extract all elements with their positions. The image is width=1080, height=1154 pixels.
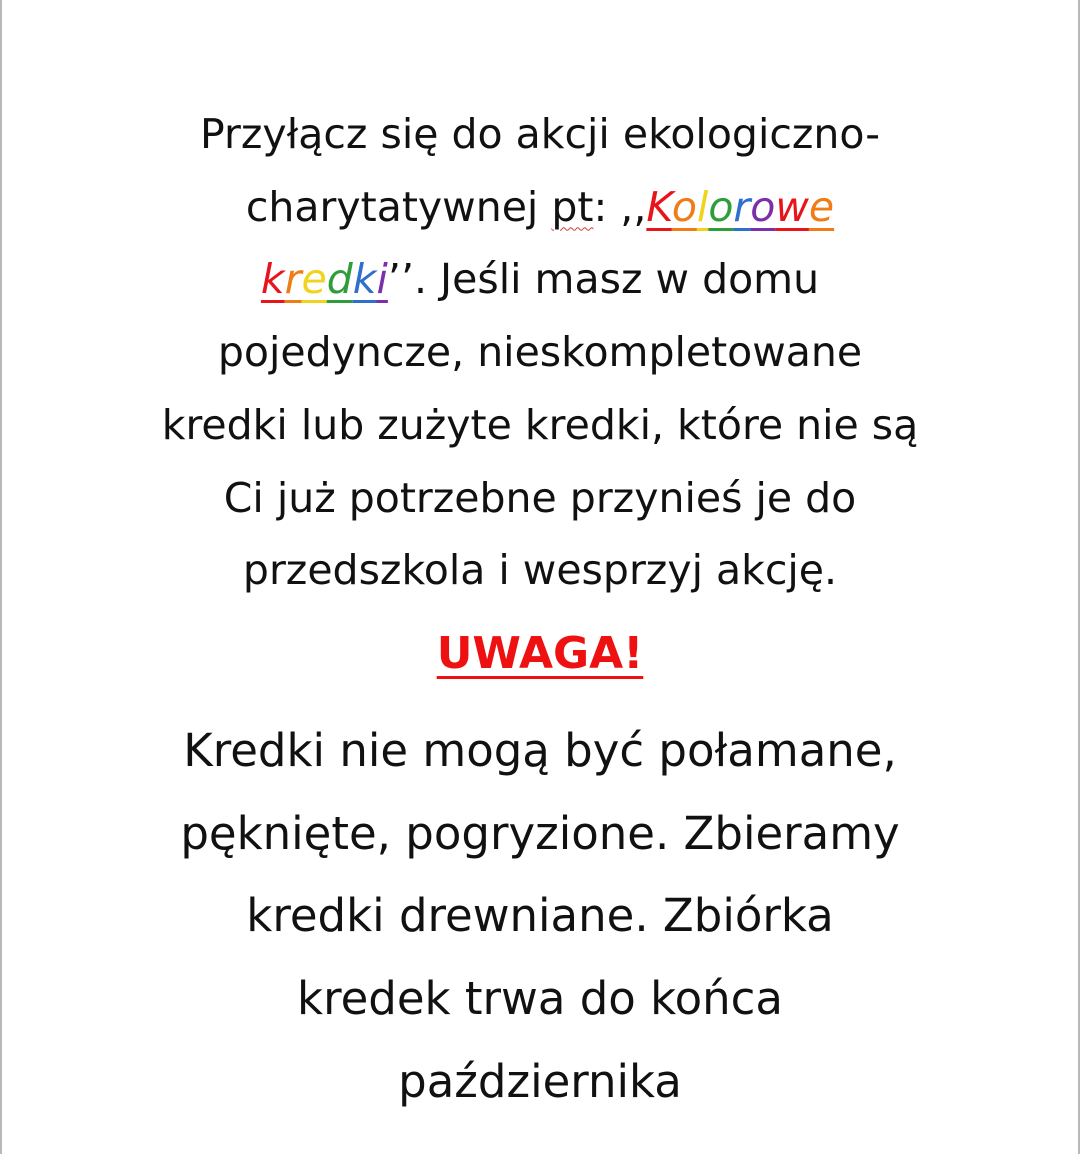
rainbow-letter: r xyxy=(284,255,302,304)
intro-text: charytatywnej xyxy=(245,182,552,231)
intro-paragraph xyxy=(62,98,1018,607)
intro-line: przedszkola i wesprzyj akcję. xyxy=(242,546,838,595)
intro-line: kredki lub zużyte kredki, które nie są xyxy=(161,400,919,449)
rainbow-letter: K xyxy=(646,182,672,231)
intro-text: : ,, xyxy=(593,182,647,231)
rainbow-letter: k xyxy=(260,255,285,304)
rainbow-letter: l xyxy=(696,182,709,231)
intro-line: Przyłącz się do akcji ekologiczno- xyxy=(199,110,881,158)
rainbow-letter: w xyxy=(775,182,809,231)
rainbow-letter: d xyxy=(326,255,353,304)
rainbow-letter: o xyxy=(750,182,776,231)
intro-text: ’’. Jeśli masz w domu xyxy=(387,255,820,304)
rainbow-letter: e xyxy=(301,255,327,304)
rainbow-letter: r xyxy=(733,182,751,231)
notice-line: kredek trwa do końca xyxy=(297,972,783,1026)
warning-text: UWAGA! xyxy=(436,628,644,679)
notice-line: pęknięte, pogryzione. Zbieramy xyxy=(180,806,900,860)
notice-line: Kredki nie mogą być połamane, xyxy=(183,724,897,777)
warning-heading xyxy=(2,618,1078,690)
notice-line: kredki drewniane. Zbiórka xyxy=(246,889,834,943)
rainbow-letter: i xyxy=(376,255,388,304)
intro-line: Ci już potrzebne przynieś je do xyxy=(223,473,857,522)
rainbow-word-kolorowe xyxy=(646,183,834,231)
intro-line: pojedyncze, nieskompletowane xyxy=(217,328,863,377)
rainbow-word-kredki xyxy=(261,255,388,303)
intro-line xyxy=(62,171,1018,244)
intro-line xyxy=(62,243,1018,316)
spellcheck-word: pt xyxy=(551,182,594,231)
notice-line: października xyxy=(398,1054,682,1108)
rainbow-letter: o xyxy=(671,182,697,231)
rainbow-letter: o xyxy=(708,182,734,231)
rainbow-letter: e xyxy=(808,182,835,231)
rainbow-letter: k xyxy=(352,255,377,304)
notice-paragraph xyxy=(42,710,1038,1124)
